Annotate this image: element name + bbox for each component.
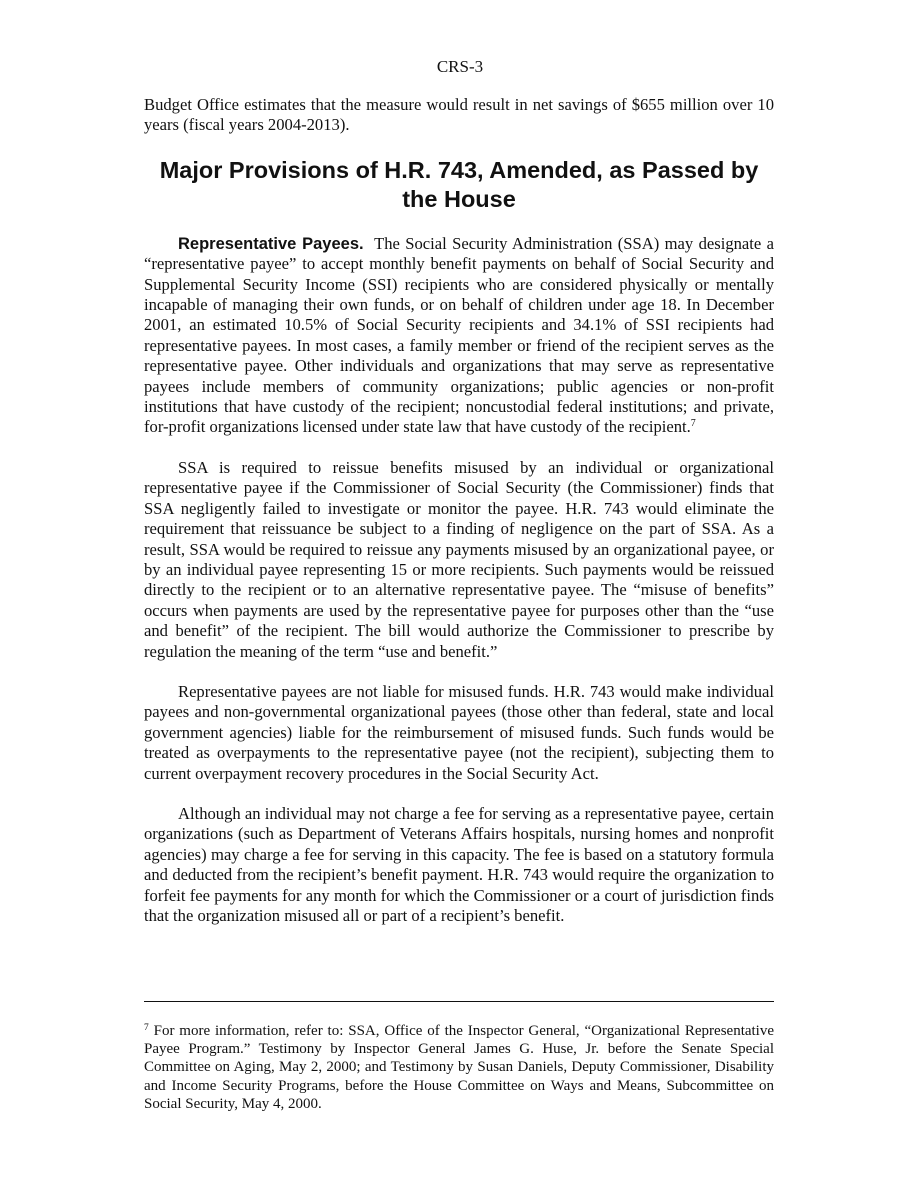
paragraph-fee-forfeiture: Although an individual may not charge a fee for serving as a representative payee, certain organizations (such as Department of Veterans Affairs hospitals, nursing homes and nonprofit agencies) may charge a fee for serving in this capacity. The fee is based on a statutory formula and deducted from the recipient’s benefit payment. H.R. 743 would require the organization to forfeit fee payments for any month for which the Commissioner or a court of jurisdiction finds that the organization misused all or part of a recipient’s benefit. xyxy=(144,803,774,925)
page-number-header: CRS-3 xyxy=(436,57,484,76)
footnote-text: For more information, refer to: SSA, Office of the Inspector General, “Organizational Representative Payee Program.” Testimony by Inspector General James G. Huse, Jr. before the Senate Special Committee on Aging, May 2, 2000; and Testimony by Susan Daniels, Deputy Commissioner, Disability and Income Security Programs, before the House Committee on Ways and Means, Subcommittee on Social Security, May 4, 2000. xyxy=(144,1023,775,1112)
intro-paragraph: Budget Office estimates that the measure would result in net savings of $655 million over 10 years (fiscal years 2004-2013). xyxy=(144,95,774,135)
run-in-heading: Representative Payees. xyxy=(178,234,364,253)
paragraph-payee-liability: Representative payees are not liable for misused funds. H.R. 743 would make individual payees and non-governmental organizational payees (those other than federal, state and local government agencies) liable for the reimbursement of misused funds. Such funds would be treated as overpayments to the representative payee (not the recipient), subjecting them to current overpayment recovery procedures in the Social Security Act. xyxy=(144,681,774,783)
paragraph-text: The Social Security Administration (SSA) may designate a “representative payee” to accept monthly benefit payments on behalf of Social Security and Supplemental Security Income (SSI) recipients who are considered physically or mentally incapable of managing their own funds, or on behalf of children under age 18. In December 2001, an estimated 10.5% of Social Security recipients and 34.1% of SSI recipients had representative payees. In most cases, a family member or friend of the recipient serves as the representative payee. Other individuals and organizations that may serve as representative payees include members of community organizations; public agencies or non-profit institutions that have custody of the recipient; noncustodial federal institutions; and private, for-profit organizations licensed under state law that have custody of the recipient. xyxy=(144,233,775,437)
footnote-number: 7 xyxy=(144,1023,149,1033)
footnote xyxy=(144,1022,774,1113)
footnote-divider xyxy=(144,1001,774,1002)
footnote-reference[interactable]: 7 xyxy=(690,418,696,430)
body-text xyxy=(144,95,774,926)
paragraph-representative-payees xyxy=(144,234,774,438)
section-heading: Major Provisions of H.R. 743, Amended, as Passed by the House xyxy=(159,156,759,212)
paragraph-reissue-benefits: SSA is required to reissue benefits misused by an individual or organizational representative payee if the Commissioner of Social Security (the Commissioner) finds that SSA negligently failed to investigate or monitor the payee. H.R. 743 would eliminate the requirement that reissuance be subject to a finding of negligence on the part of SSA. As a result, SSA would be required to reissue any payments misused by an organizational payee, or by an individual payee representing 15 or more recipients. Such payments would be reissued directly to the recipient or to an alternative representative payee. The “misuse of benefits” occurs when payments are used by the representative payee for purposes other than the “use and benefit” of the recipient. The bill would authorize the Commissioner to prescribe by regulation the meaning of the term “use and benefit.” xyxy=(144,457,774,661)
